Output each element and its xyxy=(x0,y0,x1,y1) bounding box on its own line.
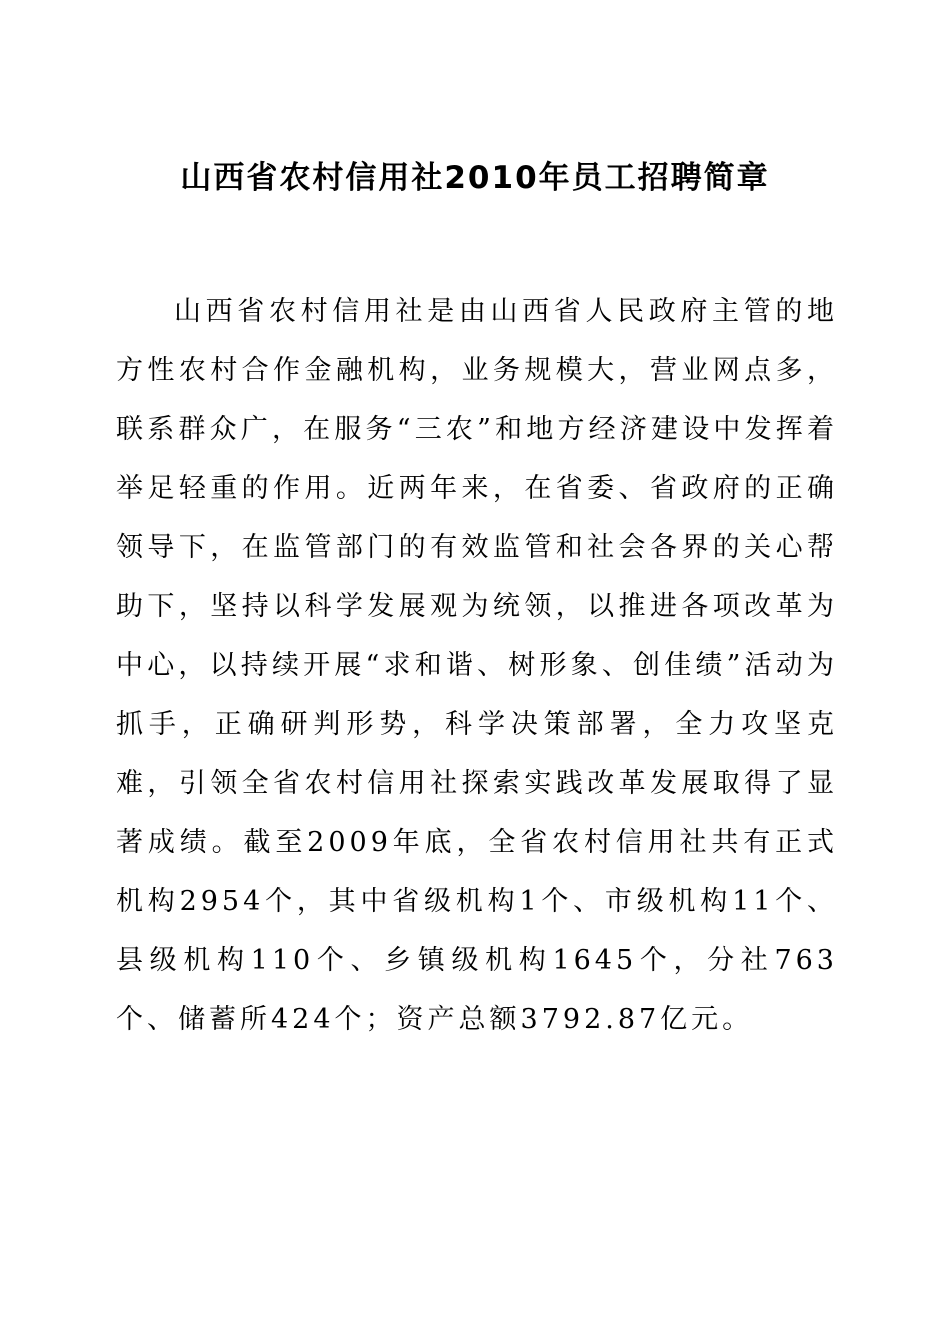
intro-paragraph: 山西省农村信用社是由山西省人民政府主管的地方性农村合作金融机构，业务规模大，营业网点多，联系群众广，在服务“三农”和地方经济建设中发挥着举足轻重的作用。近两年来，在省委、省政府的正确领导下，在监管部门的有效监管和社会各界的关心帮助下，坚持以科学发展观为统领，以推进各项改革为中心，以持续开展“求和谐、树形象、创佳绩”活动为抓手，正确研判形势，科学决策部署，全力攻坚克难，引领全省农村信用社探索实践改革发展取得了显著成绩。截至2009年底，全省农村信用社共有正式机构2954个，其中省级机构1个、市级机构11个、县级机构110个、乡镇级机构1645个，分社763个、储蓄所424个；资产总额3792.87亿元。 xyxy=(116,296,838,1035)
page-title: 山西省农村信用社2010年员工招聘简章 xyxy=(180,160,770,196)
